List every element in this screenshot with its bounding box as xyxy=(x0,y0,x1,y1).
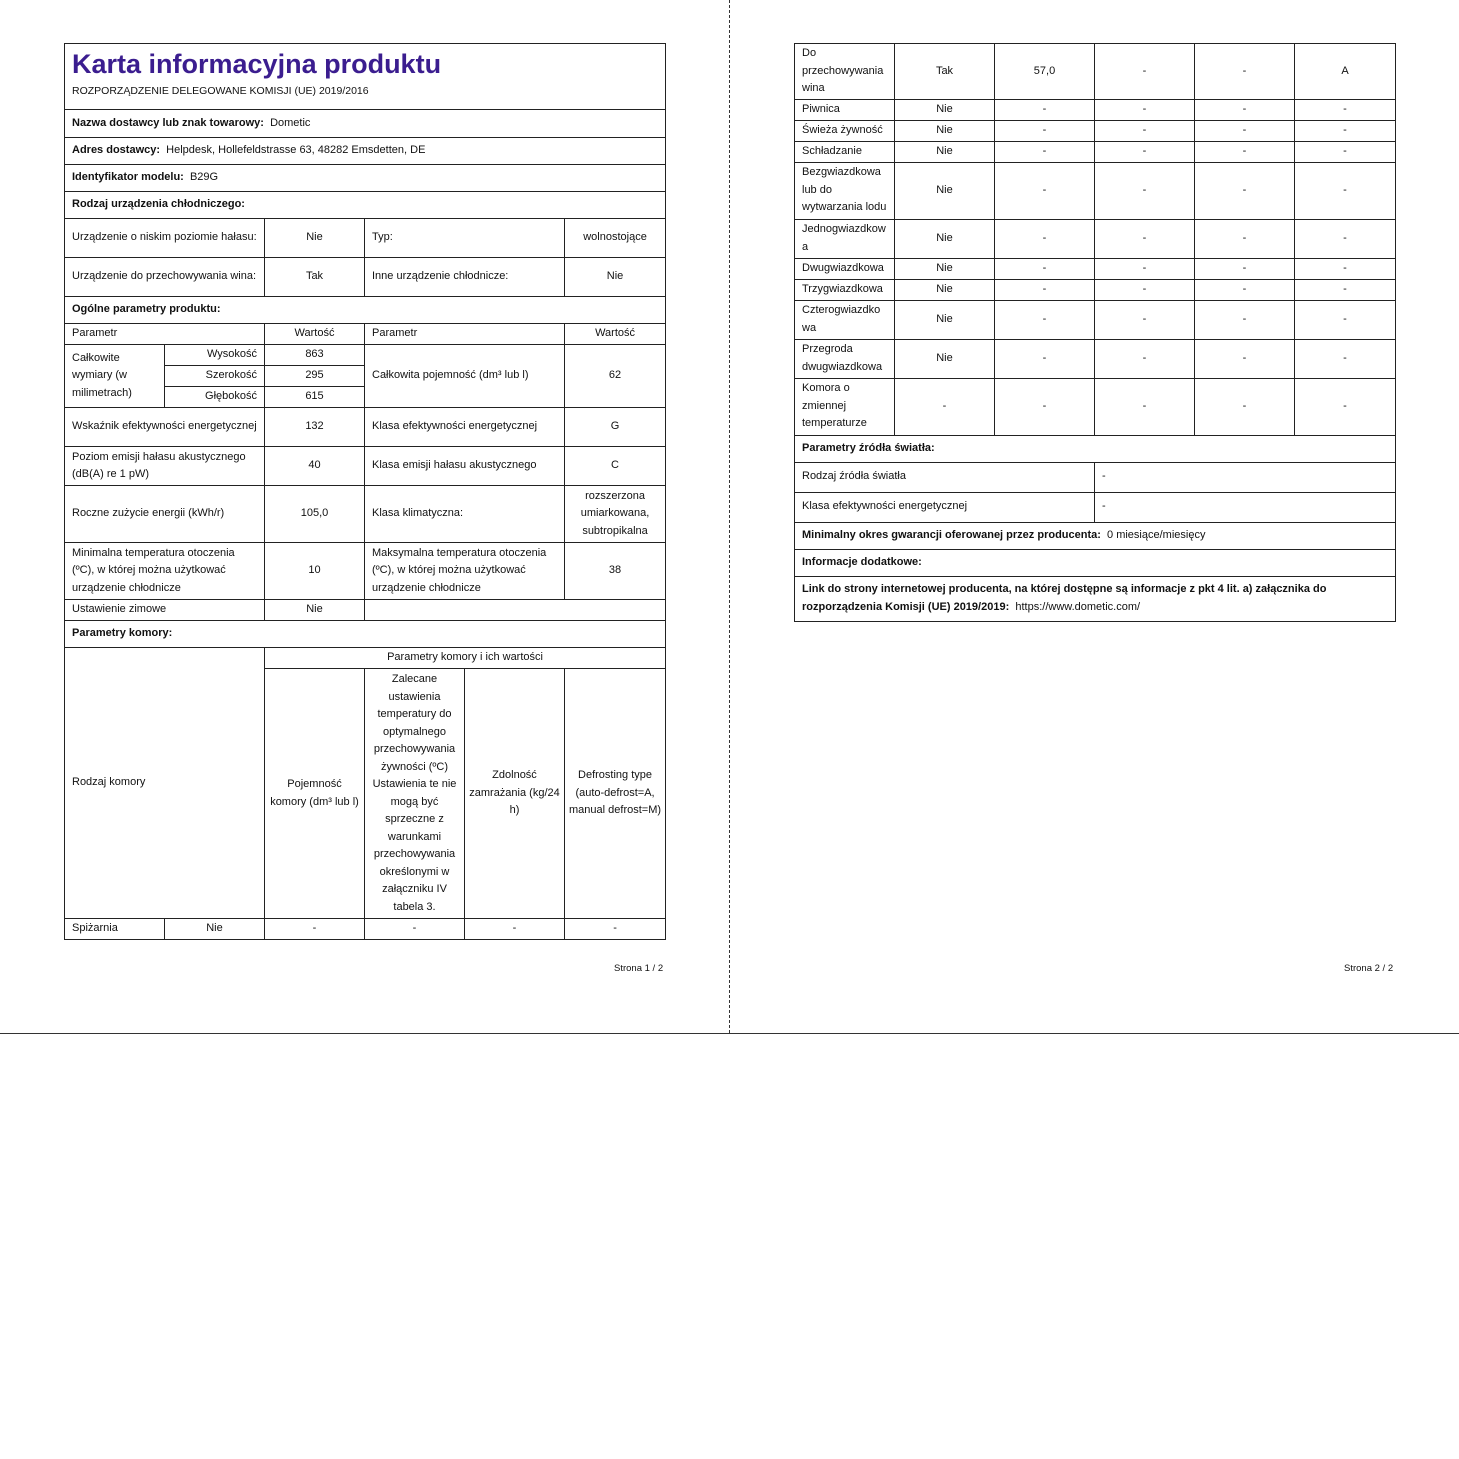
compartment-freeze: - xyxy=(1195,99,1295,120)
noise-class-value: C xyxy=(565,447,666,486)
product-info-table xyxy=(64,43,666,940)
dimensions-label: Całkowite wymiary (w milimetrach) xyxy=(65,345,165,408)
compartment-name: Świeża żywność xyxy=(795,120,895,141)
supplier-value: Dometic xyxy=(270,116,311,129)
col-defrost-header: Defrosting type (auto-defrost=A, manual defrost=M) xyxy=(565,669,666,919)
compartment-present: Nie xyxy=(895,258,995,279)
min-temp-label: Minimalna temperatura otoczenia (ºC), w której można użytkować urządzenie chłodnicze xyxy=(65,543,265,600)
compartment-capacity: - xyxy=(995,219,1095,258)
col-freeze-header: Zdolność zamrażania (kg/24 h) xyxy=(465,669,565,919)
compartment-present: Nie xyxy=(895,162,995,219)
compartment-capacity: - xyxy=(995,99,1095,120)
compartment-type-label: Rodzaj komory xyxy=(65,648,265,919)
capacity-label: Całkowita pojemność (dm³ lub l) xyxy=(365,345,565,408)
compartment-capacity: 57,0 xyxy=(995,44,1095,100)
additional-section-heading: Informacje dodatkowe: xyxy=(795,549,1396,576)
document-title: Karta informacyjna produktu xyxy=(72,49,442,79)
compartment-freeze: - xyxy=(1195,258,1295,279)
compartment-temp: - xyxy=(1095,378,1195,435)
width-value: 295 xyxy=(265,366,365,387)
max-temp-value: 38 xyxy=(565,543,666,600)
compartment-freeze: - xyxy=(1195,162,1295,219)
low-noise-value: Nie xyxy=(265,219,365,258)
height-label: Wysokość xyxy=(165,345,265,366)
compartment-temp: - xyxy=(1095,300,1195,339)
compartment-present: Nie xyxy=(895,99,995,120)
light-type-label: Rodzaj źródła światła xyxy=(795,462,1095,492)
manufacturer-link[interactable]: https://www.dometic.com/ xyxy=(1015,600,1141,613)
compartment-temp: - xyxy=(1095,219,1195,258)
compartment-name: Komora o zmiennej temperaturze xyxy=(795,378,895,435)
max-temp-label: Maksymalna temperatura otoczenia (ºC), w której można użytkować urządzenie chłodnicze xyxy=(365,543,565,600)
compartment-temp: - xyxy=(1095,162,1195,219)
compartment-defrost: - xyxy=(1295,378,1396,435)
min-temp-value: 10 xyxy=(265,543,365,600)
compartment-defrost: A xyxy=(1295,44,1396,100)
type-section-heading: Rodzaj urządzenia chłodniczego: xyxy=(65,192,666,219)
pantry-present: Nie xyxy=(165,919,265,940)
model-label: Identyfikator modelu: xyxy=(72,171,184,184)
page-1 xyxy=(0,0,729,1033)
depth-value: 615 xyxy=(265,387,365,408)
manufacturer-link-label: Link do strony internetowej producenta, na której dostępne są informacje z pkt 4 lit. a) załącznika do rozporządzenia Komisji (UE) 2019/2019: xyxy=(802,583,1327,613)
compartment-name: Do przechowywania wina xyxy=(795,44,895,100)
low-noise-label: Urządzenie o niskim poziomie hałasu: xyxy=(65,219,265,258)
pantry-temp: - xyxy=(365,919,465,940)
value-header-right: Wartość xyxy=(565,324,666,345)
compartment-freeze: - xyxy=(1195,339,1295,378)
wine-device-value: Tak xyxy=(265,258,365,297)
light-class-label: Klasa efektywności energetycznej xyxy=(795,492,1095,522)
col-capacity-header: Pojemność komory (dm³ lub l) xyxy=(265,669,365,919)
light-type-value: - xyxy=(1095,462,1396,492)
param-header-right: Parametr xyxy=(365,324,565,345)
noise-class-label: Klasa emisji hałasu akustycznego xyxy=(365,447,565,486)
compartment-freeze: - xyxy=(1195,44,1295,100)
compartment-name: Schładzanie xyxy=(795,141,895,162)
compartment-present: Nie xyxy=(895,141,995,162)
eei-label: Wskaźnik efektywności energetycznej xyxy=(65,408,265,447)
compartment-temp: - xyxy=(1095,44,1195,100)
capacity-value: 62 xyxy=(565,345,666,408)
compartment-present: Nie xyxy=(895,120,995,141)
type-value: wolnostojące xyxy=(565,219,666,258)
compartment-present: - xyxy=(895,378,995,435)
compartment-defrost: - xyxy=(1295,120,1396,141)
wine-device-label: Urządzenie do przechowywania wina: xyxy=(65,258,265,297)
light-class-value: - xyxy=(1095,492,1396,522)
pantry-name: Spiżarnia xyxy=(65,919,165,940)
compartment-temp: - xyxy=(1095,258,1195,279)
compartment-defrost: - xyxy=(1295,162,1396,219)
param-header-left: Parametr xyxy=(65,324,265,345)
noise-label: Poziom emisji hałasu akustycznego (dB(A) re 1 pW) xyxy=(65,447,265,486)
compartment-present: Nie xyxy=(895,279,995,300)
compartment-capacity: - xyxy=(995,141,1095,162)
compartment-capacity: - xyxy=(995,339,1095,378)
climate-class-label: Klasa klimatyczna: xyxy=(365,486,565,543)
energy-class-label: Klasa efektywności energetycznej xyxy=(365,408,565,447)
compartment-capacity: - xyxy=(995,120,1095,141)
warranty-value: 0 miesiące/miesięcy xyxy=(1107,528,1206,541)
eei-value: 132 xyxy=(265,408,365,447)
compartment-defrost: - xyxy=(1295,141,1396,162)
compartment-params-header: Parametry komory i ich wartości xyxy=(265,648,666,669)
compartment-name: Jednogwiazdkowa xyxy=(795,219,895,258)
compartment-capacity: - xyxy=(995,258,1095,279)
climate-class-value: rozszerzona umiarkowana, subtropikalna xyxy=(565,486,666,543)
compartment-temp: - xyxy=(1095,339,1195,378)
page-separator-horizontal xyxy=(0,1033,1459,1034)
depth-label: Głębokość xyxy=(165,387,265,408)
compartment-temp: - xyxy=(1095,279,1195,300)
compartment-temp: - xyxy=(1095,141,1195,162)
compartment-present: Nie xyxy=(895,219,995,258)
compartment-freeze: - xyxy=(1195,219,1295,258)
address-value: Helpdesk, Hollefeldstrasse 63, 48282 Emsdetten, DE xyxy=(166,144,426,157)
compartment-capacity: - xyxy=(995,378,1095,435)
general-section-heading: Ogólne parametry produktu: xyxy=(65,297,666,324)
noise-value: 40 xyxy=(265,447,365,486)
annual-energy-value: 105,0 xyxy=(265,486,365,543)
compartment-defrost: - xyxy=(1295,300,1396,339)
compartment-freeze: - xyxy=(1195,120,1295,141)
winter-setting-label: Ustawienie zimowe xyxy=(65,600,265,621)
compartment-defrost: - xyxy=(1295,279,1396,300)
model-value: B29G xyxy=(189,171,219,184)
page-2 xyxy=(730,0,1459,1033)
page-2-footer: Strona 2 / 2 xyxy=(1344,963,1394,974)
supplier-label: Nazwa dostawcy lub znak towarowy: xyxy=(72,116,264,129)
page-1-footer: Strona 1 / 2 xyxy=(614,963,664,974)
compartment-temp: - xyxy=(1095,120,1195,141)
winter-setting-value: Nie xyxy=(265,600,365,621)
width-label: Szerokość xyxy=(165,366,265,387)
type-label: Typ: xyxy=(365,219,565,258)
compartment-name: Piwnica xyxy=(795,99,895,120)
compartment-present: Tak xyxy=(895,44,995,100)
address-label: Adres dostawcy: xyxy=(72,144,161,157)
compartment-name: Dwugwiazdkowa xyxy=(795,258,895,279)
compartment-capacity: - xyxy=(995,279,1095,300)
compartment-name: Bezgwiazdkowa lub do wytwarzania lodu xyxy=(795,162,895,219)
compartment-name: Czterogwiazdkowa xyxy=(795,300,895,339)
warranty-label: Minimalny okres gwarancji oferowanej przez producenta: xyxy=(802,528,1101,541)
compartment-defrost: - xyxy=(1295,258,1396,279)
compartment-present: Nie xyxy=(895,300,995,339)
compartment-freeze: - xyxy=(1195,378,1295,435)
other-device-value: Nie xyxy=(565,258,666,297)
compartment-defrost: - xyxy=(1295,99,1396,120)
empty-cell xyxy=(365,600,666,621)
compartment-present: Nie xyxy=(895,339,995,378)
compartment-name: Trzygwiazdkowa xyxy=(795,279,895,300)
value-header-left: Wartość xyxy=(265,324,365,345)
compartment-defrost: - xyxy=(1295,339,1396,378)
compartment-freeze: - xyxy=(1195,279,1295,300)
regulation-subtitle: ROZPORZĄDZENIE DELEGOWANE KOMISJI (UE) 2019/2016 xyxy=(72,85,369,97)
annual-energy-label: Roczne zużycie energii (kWh/r) xyxy=(65,486,265,543)
compartments-table xyxy=(794,43,1396,622)
compartment-section-heading: Parametry komory: xyxy=(65,621,666,648)
compartment-freeze: - xyxy=(1195,141,1295,162)
energy-class-value: G xyxy=(565,408,666,447)
compartment-temp: - xyxy=(1095,99,1195,120)
col-temp-header: Zalecane ustawienia temperatury do optymalnego przechowywania żywności (ºC) Ustawienia te nie mogą być sprzeczne z warunkami przechowywania określonymi w załączniku IV tabela 3. xyxy=(365,669,465,919)
compartment-capacity: - xyxy=(995,300,1095,339)
compartment-defrost: - xyxy=(1295,219,1396,258)
compartment-capacity: - xyxy=(995,162,1095,219)
compartment-freeze: - xyxy=(1195,300,1295,339)
other-device-label: Inne urządzenie chłodnicze: xyxy=(365,258,565,297)
light-section-heading: Parametry źródła światła: xyxy=(795,435,1396,462)
pantry-capacity: - xyxy=(265,919,365,940)
height-value: 863 xyxy=(265,345,365,366)
compartment-name: Przegroda dwugwiazdkowa xyxy=(795,339,895,378)
pantry-defrost: - xyxy=(565,919,666,940)
pantry-freeze: - xyxy=(465,919,565,940)
